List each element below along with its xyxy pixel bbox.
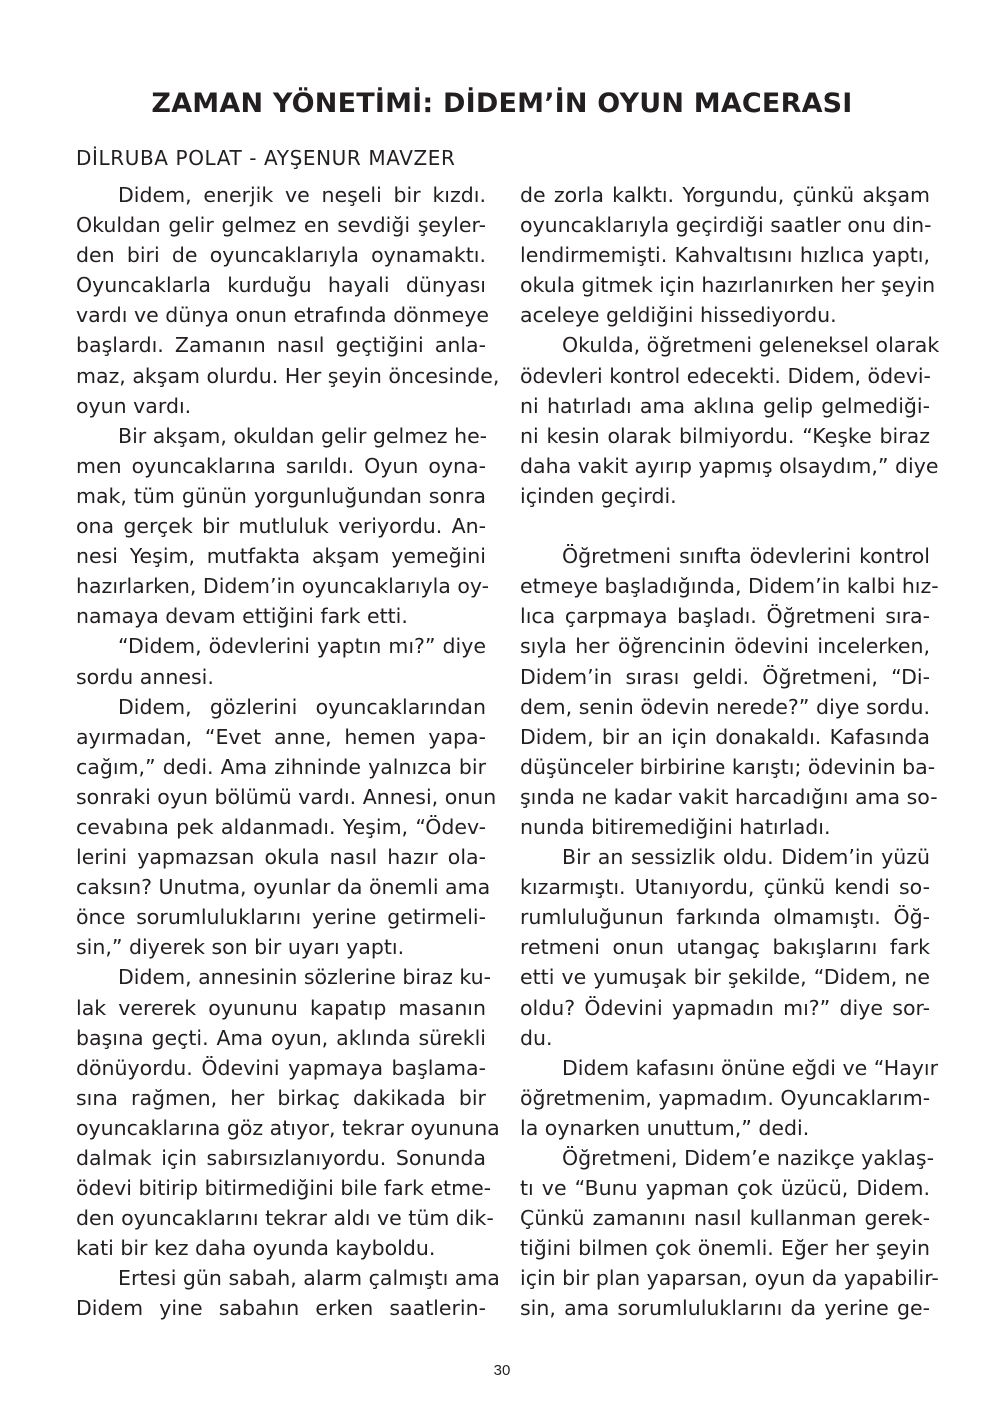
- text-line: etti ve yumuşak bir şekilde, “Didem, ne: [520, 965, 930, 990]
- text-line: Didem, bir an için donakaldı. Kafasında: [520, 724, 930, 749]
- text-line: sıyla her öğrencinin ödevini incelerken,: [520, 634, 930, 659]
- text-line: lendirmemişti. Kahvaltısını hızlıca yaptı,: [520, 243, 930, 268]
- text-line: için bir plan yaparsan, oyun da yapabilir-: [520, 1266, 939, 1291]
- text-line: caksın? Unutma, oyunlar da önemli ama: [76, 875, 491, 900]
- text-line: lıca çarpmaya başladı. Öğretmeni sıra-: [520, 604, 930, 629]
- text-line: Öğretmeni sınıfta ödevlerini kontrol: [562, 544, 930, 569]
- text-line: ödevleri kontrol edecekti. Didem, ödevi-: [520, 363, 931, 388]
- text-line: aceleye geldiğini hissediyordu.: [520, 303, 837, 328]
- text-line: retmeni onun utangaç bakışlarını fark: [520, 935, 930, 960]
- text-line: başına geçti. Ama oyun, aklında sürekli: [76, 1025, 486, 1050]
- text-line: dönüyordu. Ödevini yapmaya başlama-: [76, 1055, 486, 1080]
- text-line: tı ve “Bunu yapman çok üzücü, Didem.: [520, 1176, 930, 1201]
- right-text-column: [520, 180, 940, 1324]
- text-line: şında ne kadar vakit harcadığını ama so-: [520, 784, 938, 809]
- text-line: Didem, annesinin sözlerine biraz ku-: [118, 965, 491, 990]
- text-line: başlardı. Zamanın nasıl geçtiğini anla-: [76, 333, 486, 358]
- text-line: cağım,” dedi. Ama zihninde yalnızca bir: [76, 754, 486, 779]
- text-line: sin, ama sorumluluklarını da yerine ge-: [520, 1296, 930, 1321]
- text-line: Okuldan gelir gelmez en sevdiği şeyler-: [76, 213, 486, 238]
- text-line: den oyuncaklarını tekrar aldı ve tüm dik-: [76, 1206, 494, 1231]
- text-line: “Didem, ödevlerini yaptın mı?” diye: [118, 634, 486, 659]
- text-line: rumluluğunun farkında olmamıştı. Öğ-: [520, 905, 930, 930]
- text-line: öğretmenim, yapmadım. Oyuncaklarım-: [520, 1085, 931, 1110]
- text-line: sonraki oyun bölümü vardı. Annesi, onun: [76, 784, 497, 809]
- text-line: Okulda, öğretmeni geleneksel olarak: [562, 333, 940, 358]
- text-line: okula gitmek için hazırlanırken her şeyin: [520, 273, 936, 298]
- text-line: ni hatırladı ama aklına gelip gelmediği-: [520, 393, 930, 418]
- text-line: dalmak için sabırsızlanıyordu. Sonunda: [76, 1146, 486, 1170]
- text-line: maz, akşam olurdu. Her şeyin öncesinde,: [76, 363, 500, 388]
- text-line: Ertesi gün sabah, alarm çalmıştı ama: [118, 1266, 500, 1291]
- text-line: ödevi bitirip bitirmediğini bile fark etme-: [76, 1176, 492, 1201]
- text-line: Didem kafasını önüne eğdi ve “Hayır: [562, 1055, 939, 1080]
- text-line: sin,” diyerek son bir uyarı yaptı.: [76, 935, 405, 960]
- text-line: oldu? Ödevini yapmadın mı?” diye sor-: [520, 995, 930, 1020]
- author-byline: DİLRUBA POLAT - AYŞENUR MAVZER: [76, 146, 456, 170]
- text-line: mak, tüm günün yorgunluğundan sonra: [76, 483, 486, 508]
- text-line: Didem, gözlerini oyuncaklarından: [118, 694, 486, 719]
- text-line: önce sorumluluklarını yerine getirmeli-: [76, 905, 486, 930]
- text-line: cevabına pek aldanmadı. Yeşim, “Ödev-: [76, 814, 486, 839]
- text-line: etmeye başladığında, Didem’in kalbi hız-: [520, 574, 939, 599]
- text-line: du.: [520, 1025, 553, 1050]
- text-line: tiğini bilmen çok önemli. Eğer her şeyin: [520, 1236, 930, 1261]
- text-line: lerini yapmazsan okula nasıl hazır ola-: [76, 845, 486, 870]
- text-line: vardı ve dünya onun etrafında dönmeye: [76, 303, 490, 328]
- text-line: içinden geçirdi.: [520, 483, 677, 508]
- text-line: düşünceler birbirine karıştı; ödevinin ba-: [520, 754, 936, 779]
- text-line: namaya devam ettiğini fark etti.: [76, 604, 408, 629]
- text-line: Oyuncaklarla kurduğu hayali dünyası: [76, 273, 486, 298]
- text-line: hazırlarken, Didem’in oyuncaklarıyla oy-: [76, 574, 490, 599]
- text-line: kati bir kez daha oyunda kayboldu.: [76, 1236, 436, 1261]
- left-text-column: [76, 180, 500, 1324]
- text-line: oyuncaklarına göz atıyor, tekrar oyununa: [76, 1115, 500, 1140]
- text-line: Didem yine sabahın erken saatlerin-: [76, 1296, 486, 1321]
- text-line: Didem’in sırası geldi. Öğretmeni, “Di-: [520, 664, 930, 689]
- text-line: Çünkü zamanını nasıl kullanman gerek-: [520, 1206, 930, 1231]
- text-line: la oynarken unuttum,” dedi.: [520, 1115, 810, 1140]
- text-line: daha vakit ayırıp yapmış olsaydım,” diye: [520, 453, 939, 478]
- text-line: Bir an sessizlik oldu. Didem’in yüzü: [562, 845, 930, 870]
- text-line: kızarmıştı. Utanıyordu, çünkü kendi so-: [520, 875, 930, 900]
- text-line: ayırmadan, “Evet anne, hemen yapa-: [76, 724, 486, 749]
- text-line: de zorla kalktı. Yorgundu, çünkü akşam: [520, 183, 930, 207]
- text-line: sına rağmen, her birkaç dakikada bir: [76, 1085, 486, 1110]
- text-line: den biri de oyuncaklarıyla oynamaktı.: [76, 243, 486, 268]
- text-line: nunda bitiremediğini hatırladı.: [520, 814, 831, 839]
- page-number: 30: [493, 1362, 511, 1379]
- text-line: Bir akşam, okuldan gelir gelmez he-: [118, 423, 488, 448]
- text-line: oyuncaklarıyla geçirdiği saatler onu din-: [520, 213, 932, 238]
- text-line: nesi Yeşim, mutfakta akşam yemeğini: [76, 544, 486, 569]
- text-line: ona gerçek bir mutluluk veriyordu. An-: [76, 514, 486, 539]
- text-line: Öğretmeni, Didem’e nazikçe yaklaş-: [562, 1146, 934, 1170]
- text-line: dem, senin ödevin nerede?” diye sordu.: [520, 694, 930, 719]
- text-line: men oyuncaklarına sarıldı. Oyun oyna-: [76, 453, 486, 478]
- text-line: sordu annesi.: [76, 664, 214, 689]
- text-line: lak vererek oyununu kapatıp masanın: [76, 995, 486, 1020]
- text-line: oyun vardı.: [76, 393, 192, 418]
- page-title: ZAMAN YÖNETİMİ: DİDEM’İN OYUN MACERASI: [151, 88, 853, 120]
- text-line: ni kesin olarak bilmiyordu. “Keşke biraz: [520, 423, 930, 448]
- paragraph-spacer: [520, 511, 930, 541]
- text-line: Didem, enerjik ve neşeli bir kızdı.: [118, 183, 486, 207]
